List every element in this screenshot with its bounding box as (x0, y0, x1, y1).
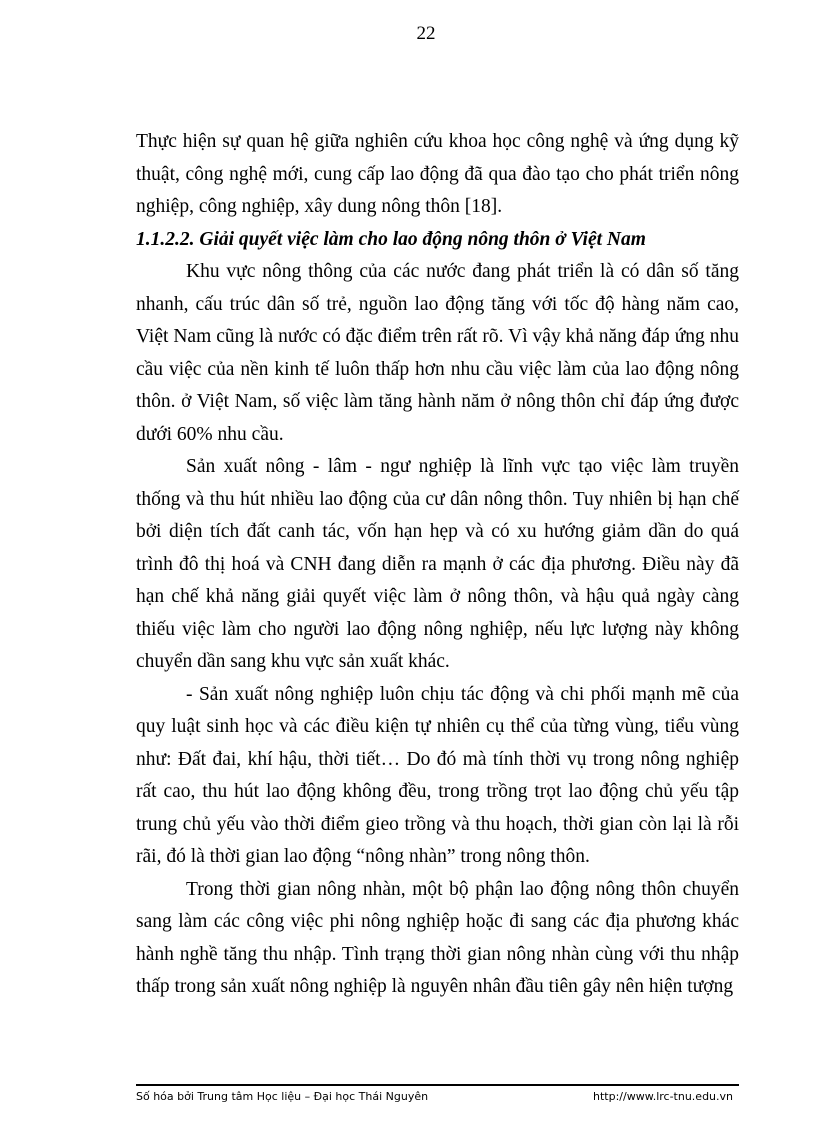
paragraph-seasonality: - Sản xuất nông nghiệp luôn chịu tác động và chi phối mạnh mẽ của quy luật sinh học và các điều kiện tự nhiên cụ thể của từng vùng, tiểu vùng như: Đất đai, khí hậu, thời tiết… Do đó mà tính thời vụ trong nông nghiệp rất cao, thu hút lao động không đều, trong trồng trọt lao động chủ yếu tập trung chủ yếu vào thời điểm gieo trồng và thu hoạch, thời gian còn lại là rỗi rãi, đó là thời gian lao động “nông nhàn” trong nông thôn. (136, 683, 739, 867)
footer-url-link[interactable]: http://www.lrc-tnu.edu.vn (593, 1090, 733, 1103)
footer-divider (136, 1084, 739, 1086)
section-heading: 1.1.2.2. Giải quyết việc làm cho lao động nông thôn ở Việt Nam (136, 228, 646, 250)
paragraph-intro: Thực hiện sự quan hệ giữa nghiên cứu khoa học công nghệ và ứng dụng kỹ thuật, công nghệ mới, cung cấp lao động đã qua đào tạo cho phát triển nông nghiệp, công nghiệp, xây dung nông thôn [18]. (136, 131, 739, 217)
page-number: 22 (416, 23, 436, 44)
footer-source-text: Số hóa bởi Trung tâm Học liệu – Đại học Thái Nguyên (136, 1090, 429, 1103)
paragraph-idle-time: Trong thời gian nông nhàn, một bộ phận lao động nông thôn chuyển sang làm các công việc phi nông nghiệp hoặc đi sang các địa phương khác hành nghề tăng thu nhập. Tình trạng thời gian nông nhàn cùng với thu nhập thấp trong sản xuất nông nghiệp là nguyên nhân đầu tiên gây nên hiện tượng (136, 878, 739, 997)
paragraph-agriculture-jobs: Sản xuất nông - lâm - ngư nghiệp là lĩnh vực tạo việc làm truyền thống và thu hút nhiều lao động của cư dân nông thôn. Tuy nhiên bị hạn chế bởi diện tích đất canh tác, vốn hạn hẹp và có xu hướng giảm dần do quá trình đô thị hoá và CNH đang diễn ra mạnh ở các địa phương. Điều này đã hạn chế khả năng giải quyết việc làm ở nông thôn, và hậu quả ngày càng thiếu việc làm cho người lao động nông nghiệp, nếu lực lượng này không chuyển dần sang khu vực sản xuất khác. (136, 456, 739, 672)
paragraph-rural-population: Khu vực nông thông của các nước đang phát triển là có dân số tăng nhanh, cấu trúc dân số trẻ, nguồn lao động tăng với tốc độ hàng năm cao, Việt Nam cũng là nước có đặc điểm trên rất rõ. Vì vậy khả năng đáp ứng nhu cầu việc của nền kinh tế luôn thấp hơn nhu cầu việc làm của lao động nông thôn. ở Việt Nam, số việc làm tăng hành năm ở nông thôn chỉ đáp ứng được dưới 60% nhu cầu. (136, 261, 739, 445)
document-body (136, 126, 739, 1004)
